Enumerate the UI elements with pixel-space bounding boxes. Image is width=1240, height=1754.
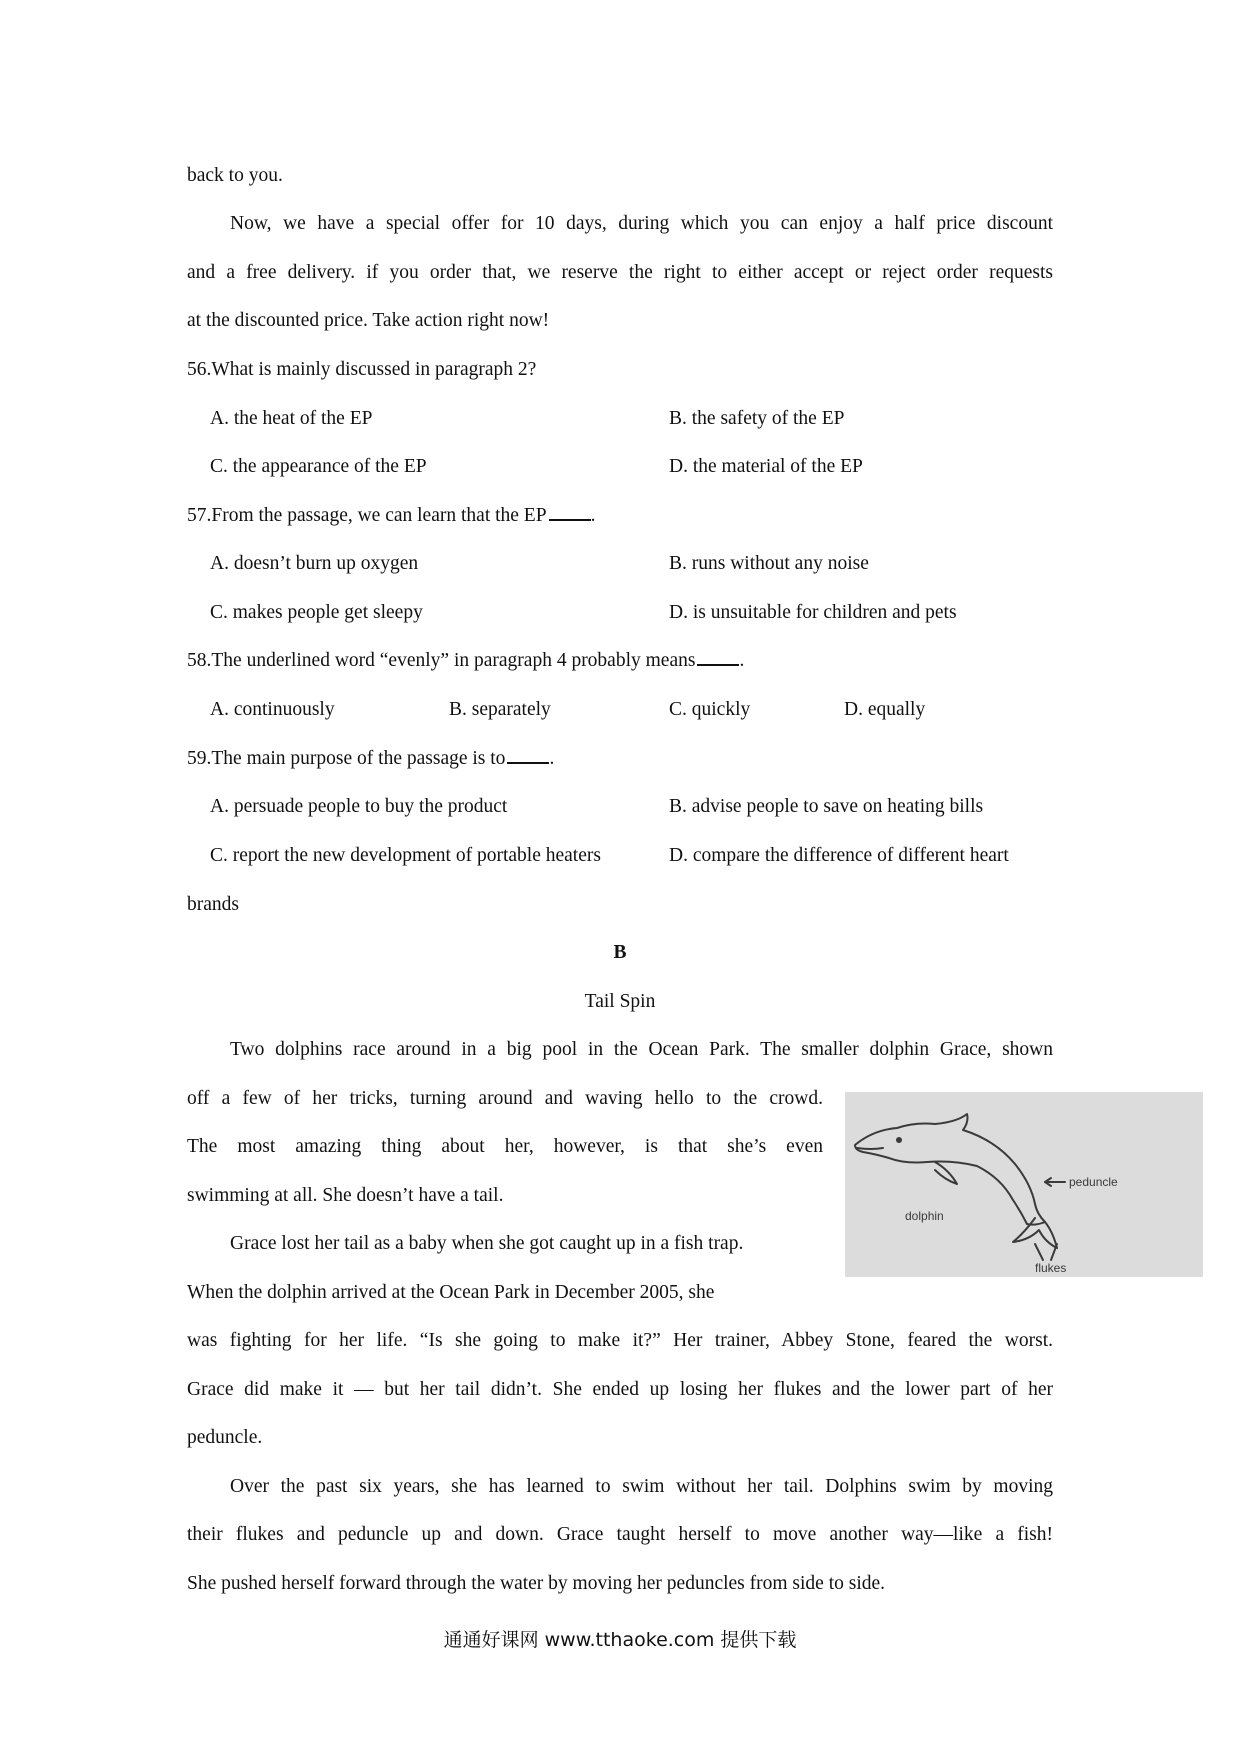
passage-b-line-8: Grace did make it — but her tail didn’t. She ended up losing her flukes and the lower part of her — [187, 1379, 1053, 1400]
question-59-option-b: B. advise people to save on heating bills — [669, 796, 984, 817]
question-59-stem-line — [187, 749, 554, 769]
passage-b-line-12: She pushed herself forward through the water by moving her peduncles from side to side. — [187, 1573, 886, 1594]
dolphin-label: dolphin — [905, 1209, 944, 1223]
question-58-stem: 58.The underlined word “evenly” in paragraph 4 probably means — [187, 650, 696, 671]
answer-blank — [507, 761, 549, 764]
blank-period: . — [590, 505, 596, 526]
dolphin-drawing — [845, 1092, 1203, 1277]
passage-b-line-3: The most amazing thing about her, however, is that she’s even — [187, 1136, 823, 1157]
dolphin-diagram — [845, 1092, 1203, 1277]
question-58-option-a: A. continuously — [210, 699, 335, 720]
flukes-arrow-left — [1035, 1244, 1043, 1260]
flukes-label: flukes — [1035, 1261, 1067, 1275]
footer-watermark: 通通好课网 www.tthaoke.com 提供下载 — [443, 1629, 797, 1651]
passage-b-line-5: Grace lost her tail as a baby when she got caught up in a fish trap. — [230, 1233, 744, 1254]
question-58-option-d: D. equally — [844, 699, 926, 720]
question-56-option-d: D. the material of the EP — [669, 456, 863, 477]
peduncle-label: peduncle — [1069, 1175, 1118, 1189]
dolphin-eye — [896, 1137, 902, 1143]
question-57-option-a: A. doesn’t burn up oxygen — [210, 553, 419, 574]
section-letter: B — [613, 942, 627, 963]
question-58-option-c: C. quickly — [669, 699, 751, 720]
question-59-stem: 59.The main purpose of the passage is to — [187, 748, 506, 769]
dolphin-body-outline — [855, 1114, 1045, 1225]
dolphin-mouth — [857, 1148, 883, 1149]
question-57-option-c: C. makes people get sleepy — [210, 602, 423, 623]
offer-paragraph-line-3: at the discounted price. Take action right now! — [187, 310, 550, 331]
question-59-option-c: C. report the new development of portable heaters — [210, 845, 601, 866]
question-57-stem-line — [187, 506, 595, 526]
question-59-option-d: D. compare the difference of different heart — [669, 845, 1009, 866]
dolphin-flipper-outline — [935, 1162, 957, 1184]
passage-b-line-6: When the dolphin arrived at the Ocean Park in December 2005, she — [187, 1282, 715, 1303]
passage-title: Tail Spin — [584, 991, 656, 1012]
answer-blank — [697, 663, 739, 666]
offer-paragraph-line-1: Now, we have a special offer for 10 days, during which you can enjoy a half price discount — [230, 213, 1053, 234]
answer-blank — [549, 518, 591, 521]
question-56-option-b: B. the safety of the EP — [669, 408, 845, 429]
question-57-stem: 57.From the passage, we can learn that the EP — [187, 505, 547, 526]
passage-b-line-9: peduncle. — [187, 1427, 263, 1448]
blank-period: . — [549, 748, 555, 769]
paragraph-continuation: back to you. — [187, 165, 283, 186]
question-56-stem: 56.What is mainly discussed in paragraph 2? — [187, 359, 537, 380]
question-59-option-d-continuation: brands — [187, 894, 239, 915]
offer-paragraph-line-2: and a free delivery. if you order that, we reserve the right to either accept or reject order requests — [187, 262, 1053, 283]
blank-period: . — [739, 650, 745, 671]
question-58-stem-line — [187, 651, 744, 671]
passage-b-line-2: off a few of her tricks, turning around and waving hello to the crowd. — [187, 1088, 823, 1109]
question-57-option-d: D. is unsuitable for children and pets — [669, 602, 957, 623]
question-56-option-c: C. the appearance of the EP — [210, 456, 427, 477]
question-58-option-b: B. separately — [449, 699, 551, 720]
question-57-option-b: B. runs without any noise — [669, 553, 869, 574]
passage-b-line-10: Over the past six years, she has learned to swim without her tail. Dolphins swim by moving — [230, 1476, 1053, 1497]
question-56-option-a: A. the heat of the EP — [210, 408, 373, 429]
passage-b-line-1: Two dolphins race around in a big pool in the Ocean Park. The smaller dolphin Grace, shown — [230, 1039, 1053, 1060]
question-59-option-a: A. persuade people to buy the product — [210, 796, 508, 817]
passage-b-line-7: was fighting for her life. “Is she going to make it?” Her trainer, Abbey Stone, feared the worst. — [187, 1330, 1053, 1351]
passage-b-line-4: swimming at all. She doesn’t have a tail. — [187, 1185, 504, 1206]
passage-b-line-11: their flukes and peduncle up and down. Grace taught herself to move another way—like a fish! — [187, 1524, 1053, 1545]
